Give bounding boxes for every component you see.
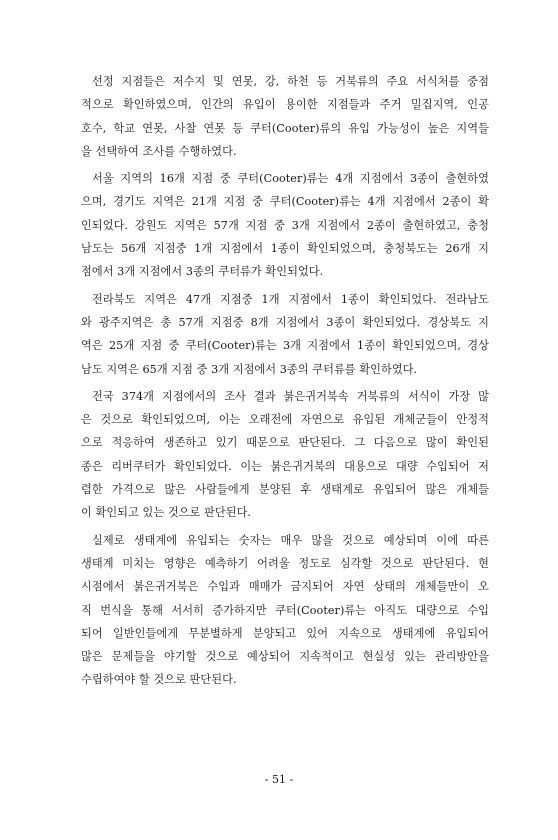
paragraph [81, 529, 489, 692]
text-line: 이 확인되고 있는 것으로 판단된다. [81, 506, 252, 520]
paragraph [81, 385, 489, 525]
text-line: 호수, 학교 연못, 사찰 연못 등 쿠터(Cooter)류의 유입 가능성이 높은 지역들 [81, 121, 489, 135]
text-line: 남도 지역은 65개 지점 중 3개 지점에서 3종의 쿠터류를 확인하였다. [81, 362, 418, 376]
text-line: 으며, 경기도 지역은 21개 지점 중 쿠터(Cooter)류는 4개 지점에서 2종이 확 [81, 195, 489, 209]
text-line: 선정 지점들은 저수지 및 연못, 강, 하천 등 거북류의 주요 서식처를 중점 [92, 75, 489, 88]
paragraph [81, 167, 489, 283]
text-line: 서울 지역의 16개 지점 중 쿠터(Cooter)류는 4개 지점에서 3종이 출현하였 [92, 172, 489, 186]
text-line: 역은 25개 지점 중 쿠터(Cooter)류는 3개 지점에서 1종이 확인되었으며, 경상 [81, 339, 489, 353]
text-line: 렴한 가격으로 많은 사람들에게 분양된 후 생태계로 유입되어 많은 개체들 [81, 483, 489, 497]
paragraph [81, 70, 489, 163]
text-line: 직 번식을 통해 서서히 증가하지만 쿠터(Cooter)류는 아직도 대량으로 수입 [81, 603, 489, 617]
body-text [81, 70, 489, 696]
text-line: 실제로 생태계에 유입되는 숫자는 매우 많을 것으로 예상되며 이에 따른 [92, 533, 489, 547]
paragraph [81, 288, 489, 381]
text-line: 종은 리버쿠터가 확인되었다. 이는 붉은귀거북의 대용으로 대량 수입되어 저 [81, 459, 489, 473]
text-line: 전라북도 지역은 47개 지점중 1개 지점에서 1종이 확인되었다. 전라남도 [92, 292, 489, 306]
page-number: - 51 - [264, 773, 294, 786]
text-line: 으로 적응하여 생존하고 있기 때문으로 판단된다. 그 다음으로 많이 확인된 [81, 436, 489, 450]
text-line: 전국 374개 지점에서의 조사 결과 붉은귀거북속 거북류의 서식이 가장 많 [92, 389, 489, 403]
text-line: 점에서 3개 지점에서 3종의 쿠터류가 확인되었다. [81, 265, 324, 279]
text-line: 시점에서 붉은귀거북은 수입과 매매가 금지되어 자연 상태의 개체들만이 오 [81, 580, 489, 594]
text-line: 적으로 확인하였으며, 인간의 유입이 용이한 지점들과 주거 밀집지역, 인공 [81, 98, 489, 112]
text-line: 와 광주지역은 총 57개 지점중 8개 지점에서 3종이 확인되었다. 경상북도 지 [81, 315, 489, 329]
text-line: 인되었다. 강원도 지역은 57개 지점 중 3개 지점에서 2종이 출현하였고, 충청 [81, 218, 489, 232]
text-line: 을 선택하여 조사를 수행하였다. [81, 144, 237, 158]
text-line: 은 것으로 확인되었으며, 이는 오래전에 자연으로 유입된 개체군들이 안정적 [81, 413, 489, 427]
text-line: 생태계 미치는 영향은 예측하기 어려울 정도로 심각할 것으로 판단된다. 현 [81, 556, 489, 570]
text-line: 수립하여야 할 것으로 판단된다. [81, 673, 237, 687]
text-line: 많은 문제들을 야기할 것으로 예상되어 지속적이고 현실성 있는 관리방안을 [81, 650, 489, 664]
text-line: 되어 일반인들에게 무분별하게 분양되고 있어 지속으로 생태계에 유입되어 [81, 626, 489, 640]
text-line: 남도는 56개 지점중 1개 지점에서 1종이 확인되었으며, 충청북도는 26개 지 [81, 242, 489, 256]
